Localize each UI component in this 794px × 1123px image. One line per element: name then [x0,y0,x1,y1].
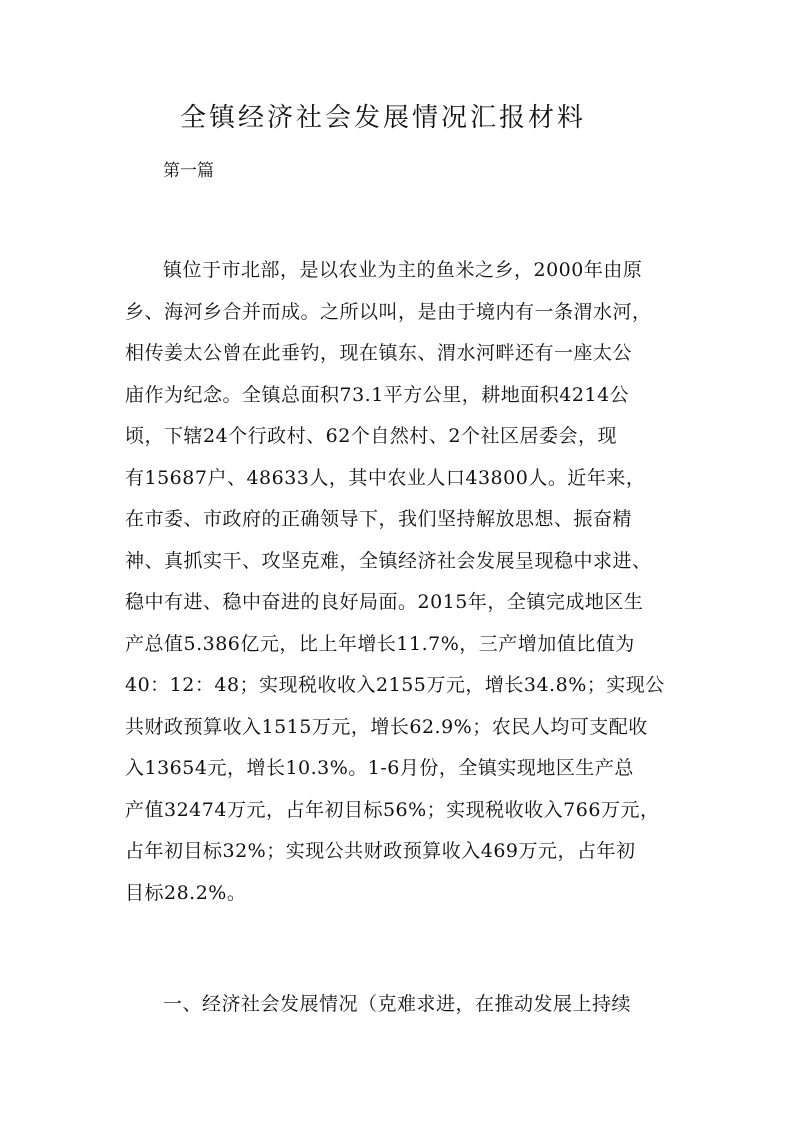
section-heading: 一、经济社会发展情况（克难求进，在推动发展上持续 [163,993,632,1015]
document-subtitle: 第一篇 [163,161,214,181]
paragraph-line: 40：12：48；实现税收收入2155万元，增长34.8%；实现公 [125,674,665,696]
paragraph-line: 镇位于市北部，是以农业为主的鱼米之乡，2000年由原 [163,259,643,281]
paragraph-line: 入13654元，增长10.3%。1-6月份，全镇实现地区生产总 [125,757,634,779]
paragraph-line: 目标28.2%。 [125,881,247,904]
paragraph-line: 顷，下辖24个行政村、62个自然村、2个社区居委会，现 [125,425,617,447]
paragraph-line: 相传姜太公曾在此垂钓，现在镇东、渭水河畔还有一座太公 [125,342,633,364]
body-paragraph [125,250,685,914]
paragraph-line: 产值32474万元，占年初目标56%；实现税收收入766万元， [125,798,660,821]
document-title: 全镇经济社会发展情况汇报材料 [180,103,587,133]
paragraph-line: 共财政预算收入1515万元，增长62.9%；农民人均可支配收 [125,715,648,738]
paragraph-line: 神、真抓实干、攻坚克难，全镇经济社会发展呈现稳中求进、 [125,549,652,572]
paragraph-line: 庙作为纪念。全镇总面积73.1平方公里，耕地面积4214公 [125,383,630,406]
paragraph-line: 乡、海河乡合并而成。之所以叫，是由于境内有一条渭水河， [125,300,652,323]
paragraph-line: 有15687户、48633人，其中农业人口43800人。近年来， [125,466,646,489]
paragraph-line: 占年初目标32%；实现公共财政预算收入469万元，占年初 [125,840,636,862]
paragraph-line: 稳中有进、稳中奋进的良好局面。2015年，全镇完成地区生 [125,591,644,613]
paragraph-line: 产总值5.386亿元，比上年增长11.7%，三产增加值比值为 [125,632,635,655]
paragraph-line: 在市委、市政府的正确领导下，我们坚持解放思想、振奋精 [125,508,633,530]
